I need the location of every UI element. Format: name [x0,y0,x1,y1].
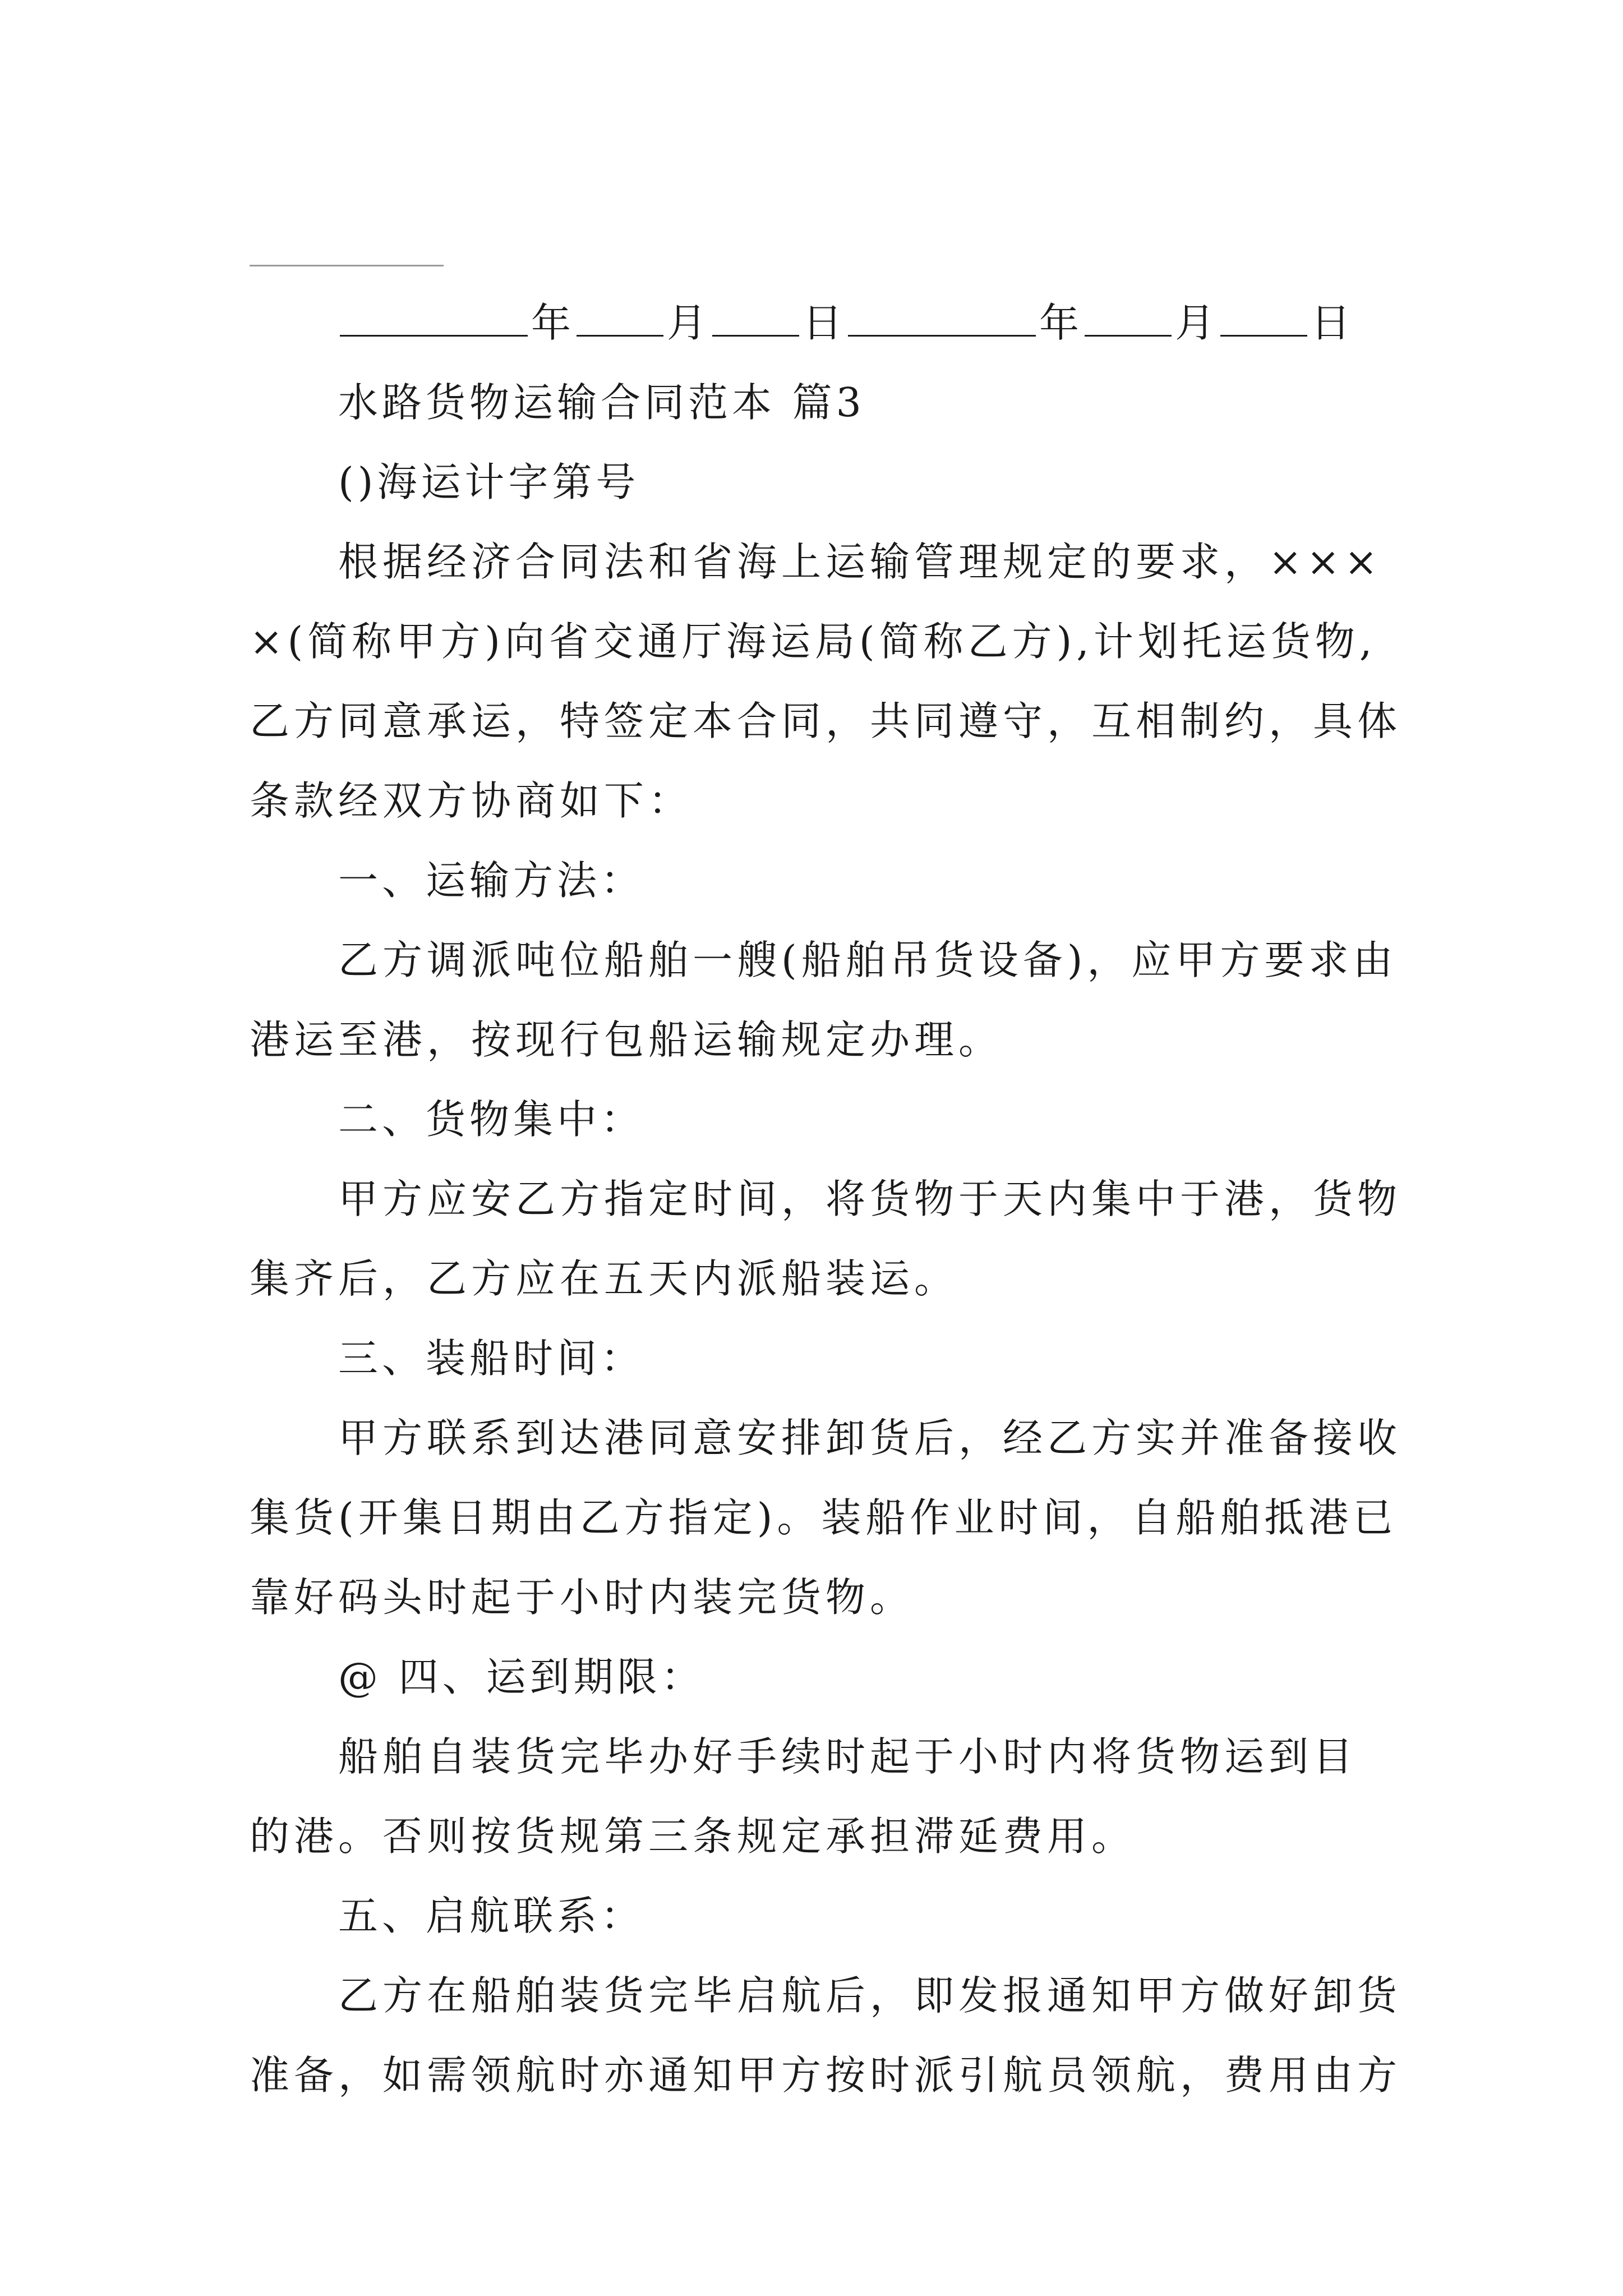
paragraph-line: 靠好码头时起于小时内装完货物。 [250,1574,915,1621]
paragraph-line: 甲方应安乙方指定时间，将货物于天内集中于港，货物 [338,1176,1402,1222]
paragraph-line: ×(简称甲方)向省交通厅海运局(简称乙方),计划托运货物, [250,618,1377,665]
section-paragraph [250,1398,1402,1637]
paragraph-line: 船舶自装货完毕办好手续时起于小时内将货物运到目 [338,1733,1358,1780]
paragraph-line: 条款经双方协商如下： [250,777,693,824]
date-month-label: 月 [1175,300,1218,346]
paragraph-line: 集货(开集日期由乙方指定)。装船作业时间，自船舶抵港已 [250,1494,1398,1541]
paragraph-line: 乙方同意承运，特签定本合同，共同遵守，互相制约，具体 [250,698,1402,744]
document-title: 水路货物运输合同范本 篇3 [338,379,865,426]
paragraph-line: 甲方联系到达港同意安排卸货后，经乙方实并准备接收 [338,1415,1402,1461]
blank-underline [340,301,528,337]
document-number: ()海运计字第号 [338,459,640,505]
date-year-label: 年 [531,300,574,346]
section-heading: 三、装船时间： [338,1335,645,1382]
section-paragraph [250,921,1398,1080]
blank-underline [577,301,663,337]
paragraph-line: 港运至港，按现行包船运输规定办理。 [250,1016,1003,1063]
paragraph-line: 根据经济合同法和省海上运输管理规定的要求，××× [338,539,1382,585]
date-day-label: 日 [1311,300,1353,346]
blank-underline [1220,301,1307,337]
top-rule [250,265,444,266]
section-heading: 二、货物集中： [338,1096,645,1143]
date-month-label: 月 [667,300,709,346]
date-day-label: 日 [803,300,845,346]
section-heading: 一、运输方法： [338,857,645,904]
paragraph-line: 准备，如需领航时亦通知甲方按时派引航员领航，费用由方 [250,2052,1402,2099]
date-line [250,283,1388,363]
blank-underline [848,301,1036,337]
date-year-label: 年 [1039,300,1082,346]
paragraph-line: 乙方调派吨位船舶一艘(船舶吊货设备)，应甲方要求由 [338,937,1398,983]
blank-underline [1085,301,1172,337]
section-heading: @ 四、运到期限： [338,1654,705,1700]
blank-underline [712,301,799,337]
paragraph-line: 乙方在船舶装货完毕启航后，即发报通知甲方做好卸货 [338,1972,1402,2019]
paragraph-line: 的港。否则按货规第三条规定承担滞延费用。 [250,1813,1136,1860]
document-body [250,283,1402,2115]
section-paragraph [250,1717,1388,1876]
intro-paragraph [250,522,1402,841]
paragraph-line: 集齐后，乙方应在五天内派船装运。 [250,1255,959,1302]
section-heading: 五、启航联系： [338,1893,645,1939]
section-paragraph [250,1159,1402,1319]
section-paragraph [250,1956,1402,2115]
